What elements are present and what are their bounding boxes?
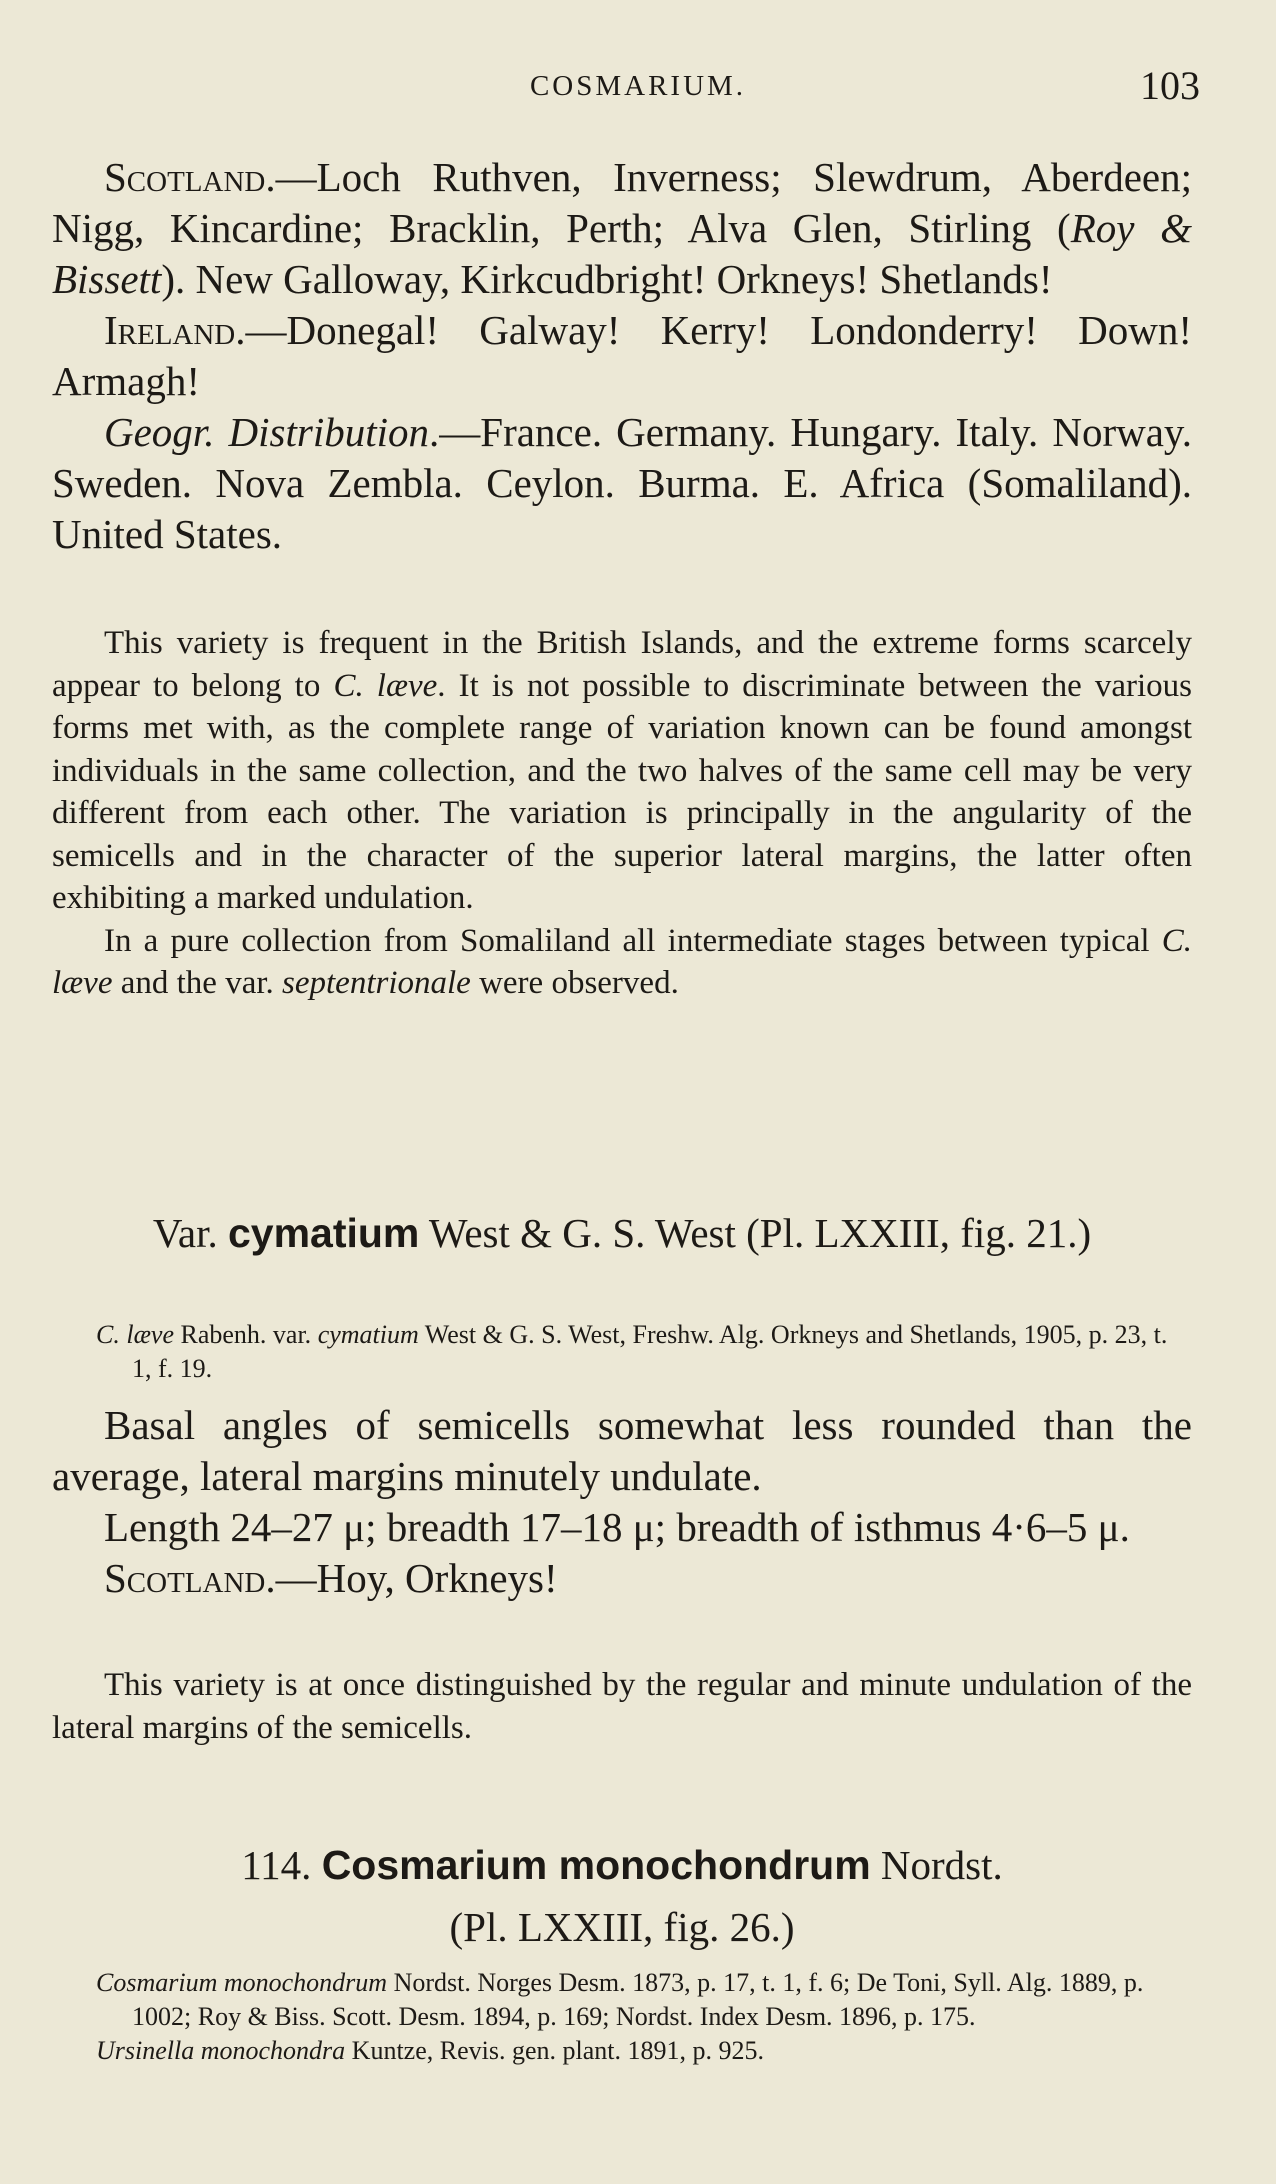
variety-name: cymatium [227, 1210, 420, 1256]
variety-measurements: Length 24–27 μ; breadth 17–18 μ; breadth of isthmus 4·6–5 μ. [104, 1504, 1130, 1550]
variety-note-paragraph: This variety is frequent in the British Islands, and the extreme forms scarcely appear to belong to C. læve. It is not possible to discriminate between the various forms met with, as the complete range of variation known can be found amongst individuals in the same collection, and the two halves of the same cell may be very different from each other. The variation is principally in the angularity of the semicells and in the character of the superior lateral margins, the latter often exhibiting a marked undulation. [52, 625, 1192, 916]
scotland-paragraph: Scotland.—Loch Ruthven, Inverness; Slewdrum, Aberdeen; Nigg, Kincardine; Bracklin, Perth; Alva Glen, Stirling (Roy & Bissett). New Galloway, Kirkcudbright! Orkneys! Shetlands! [52, 154, 1192, 302]
species-number: 114. [241, 1842, 322, 1888]
variety-description: Basal angles of semicells somewhat less rounded than the average, lateral margins minutely undulate. [52, 1402, 1192, 1499]
species-name: Cosmarium monochondrum [321, 1842, 871, 1888]
distribution-block [52, 152, 1192, 560]
geogr-label: Geogr. Distribution [104, 409, 430, 455]
scotland-label: Scotland [104, 154, 266, 200]
variety-description-block [52, 1400, 1192, 1604]
ireland-label: Ireland [104, 307, 236, 353]
variety-note-block [52, 1664, 1192, 1749]
ireland-paragraph: Ireland.—Donegal! Galway! Kerry! Londonderry! Down! Armagh! [52, 307, 1192, 404]
variety-distinction-note: This variety is at once distinguished by the regular and minute undulation of the lateral margins of the semicells. [52, 1667, 1192, 1746]
somaliland-note-paragraph: In a pure collection from Somaliland all intermediate stages between typical C. læve and the var. septentrionale were observed. [52, 922, 1192, 1001]
reference-2: Ursinella monochondra Kuntze, Revis. gen. plant. 1891, p. 925. [96, 2036, 765, 2065]
species-plate-reference: (Pl. LXXIII, fig. 26.) [449, 1904, 795, 1950]
variety-scotland: Scotland.—Hoy, Orkneys! [104, 1555, 558, 1601]
variety-heading: Var. cymatium West & G. S. West (Pl. LXXIII, fig. 21.) [152, 1210, 1092, 1256]
page-number: 103 [1140, 63, 1200, 108]
reference-1: Cosmarium monochondrum Nordst. Norges Desm. 1873, p. 17, t. 1, f. 6; De Toni, Syll. Alg. 1889, p. 1002; Roy & Biss. Scott. Desm. 1894, p. 169; Nordst. Index Desm. 1896, p. 175. [96, 1968, 1144, 2031]
species-heading: 114. Cosmarium monochondrum Nordst. (Pl. LXXIII, fig. 26.) [52, 1834, 1192, 1958]
notes-block [52, 622, 1192, 1005]
variety-synonymy: C. læve Rabenh. var. cymatium West & G. S. West, Freshw. Alg. Orkneys and Shetlands, 1905, p. 23, t. 1, f. 19. [96, 1320, 1168, 1383]
species-references [96, 1966, 1192, 2068]
collector-names: Roy & Bissett [52, 205, 1192, 302]
geographic-distribution-paragraph: Geogr. Distribution.—France. Germany. Hungary. Italy. Norway. Sweden. Nova Zembla. Ceylon. Burma. E. Africa (Somaliland). United States. [52, 409, 1192, 557]
running-title: COSMARIUM. [529, 70, 747, 102]
